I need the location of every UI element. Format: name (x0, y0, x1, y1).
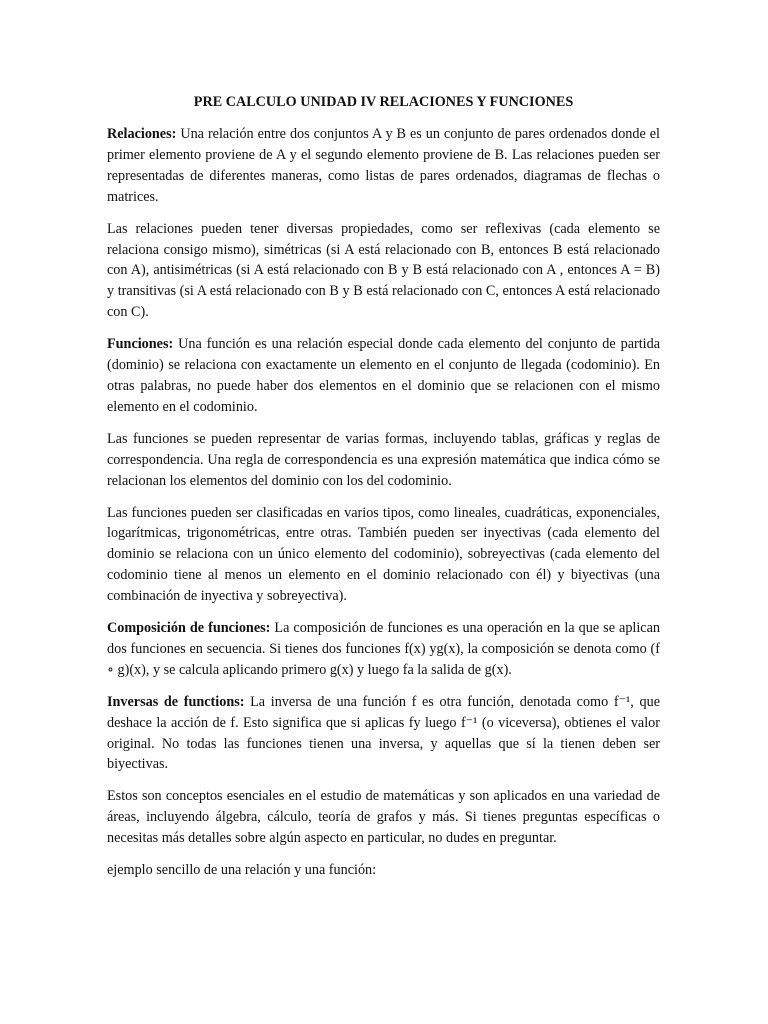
document-title: PRE CALCULO UNIDAD IV RELACIONES Y FUNCIONES (193, 94, 574, 110)
paragraph-lead: Inversas de functions: (107, 693, 245, 710)
paragraph-text: Una función es una relación especial donde cada elemento del conjunto de partida (dominio) se relaciona con exactamente un elemento en el conjunto de llegada (codominio). En otras palabras, no puede haber dos elementos en el dominio que se relacionen con el mismo elemento en el codominio. (107, 336, 660, 415)
paragraph-lead: Funciones: (107, 336, 174, 353)
paragraph-text: La inversa de una función f es otra función, denotada como f⁻¹, que deshace la acción de f. Esto significa que si aplicas fy luego f⁻¹ (o viceversa), obtienes el valor original. No todas las funciones tienen una inversa, y aquellas que sí la tienen deben ser biyectivas. (107, 693, 661, 773)
paragraph-text: La composición de funciones es una operación en la que se aplican dos funciones en secuencia. Si tienes dos funciones f(x) yg(x), la composición se denota como (f ∘ g)(x), y se calcula aplicando primero g(x) y luego fa la salida de g(x). (107, 620, 660, 678)
paragraph-composicion (107, 618, 660, 681)
paragraph-text: Las funciones se pueden representar de varias formas, incluyendo tablas, gráficas y reglas de correspondencia. Una regla de correspondencia es una expresión matemática que indica cómo se relacionan los elementos del dominio con los del codominio. (107, 430, 660, 489)
document-page (107, 92, 660, 892)
paragraph-clasificacion (107, 503, 660, 608)
paragraph-ejemplo (107, 860, 660, 881)
paragraph-propiedades (107, 219, 660, 324)
paragraph-funciones (107, 334, 660, 418)
paragraph-conclusion (107, 786, 660, 849)
paragraph-text: Las funciones pueden ser clasificadas en varios tipos, como lineales, cuadráticas, exponenciales, logarítmicas, trigonométricas, entre otras. También pueden ser inyectivas (cada elemento del dominio se relaciona con un único elemento del codominio), sobreyectivas (cada elemento del codominio tiene al menos un elemento en el dominio relacionado con él) y biyectivas (una combinación de inyectiva y sobreyectiva). (107, 504, 660, 605)
paragraph-text: Estos son conceptos esenciales en el estudio de matemáticas y son aplicados en una variedad de áreas, incluyendo álgebra, cálculo, teoría de grafos y más. Si tienes preguntas específicas o necesitas más detalles sobre algún aspecto en particular, no dudes en preguntar. (107, 788, 660, 847)
paragraph-relaciones (107, 124, 660, 208)
paragraph-text: Las relaciones pueden tener diversas propiedades, como ser reflexivas (cada elemento se relaciona consigo mismo), simétricas (si A está relacionado con B, entonces B está relacionado con A), antisimétricas (si A está relacionado con B y B está relacionado con A , entonces A = B) y transitivas (si A está relacionado con B y B está relacionado con C, entonces A está relacionado con C). (107, 220, 660, 321)
paragraph-lead: Relaciones: (107, 126, 177, 142)
paragraph-text: Una relación entre dos conjuntos A y B es un conjunto de pares ordenados donde el primer elemento proviene de A y el segundo elemento proviene de B. Las relaciones pueden ser representadas de diferentes maneras, como listas de pares ordenados, diagramas de flechas o matrices. (107, 126, 660, 205)
paragraph-lead: Composición de funciones: (107, 620, 271, 637)
paragraph-representacion (107, 429, 660, 492)
paragraph-inversas (107, 692, 660, 776)
paragraph-text: ejemplo sencillo de una relación y una función: (107, 862, 377, 879)
